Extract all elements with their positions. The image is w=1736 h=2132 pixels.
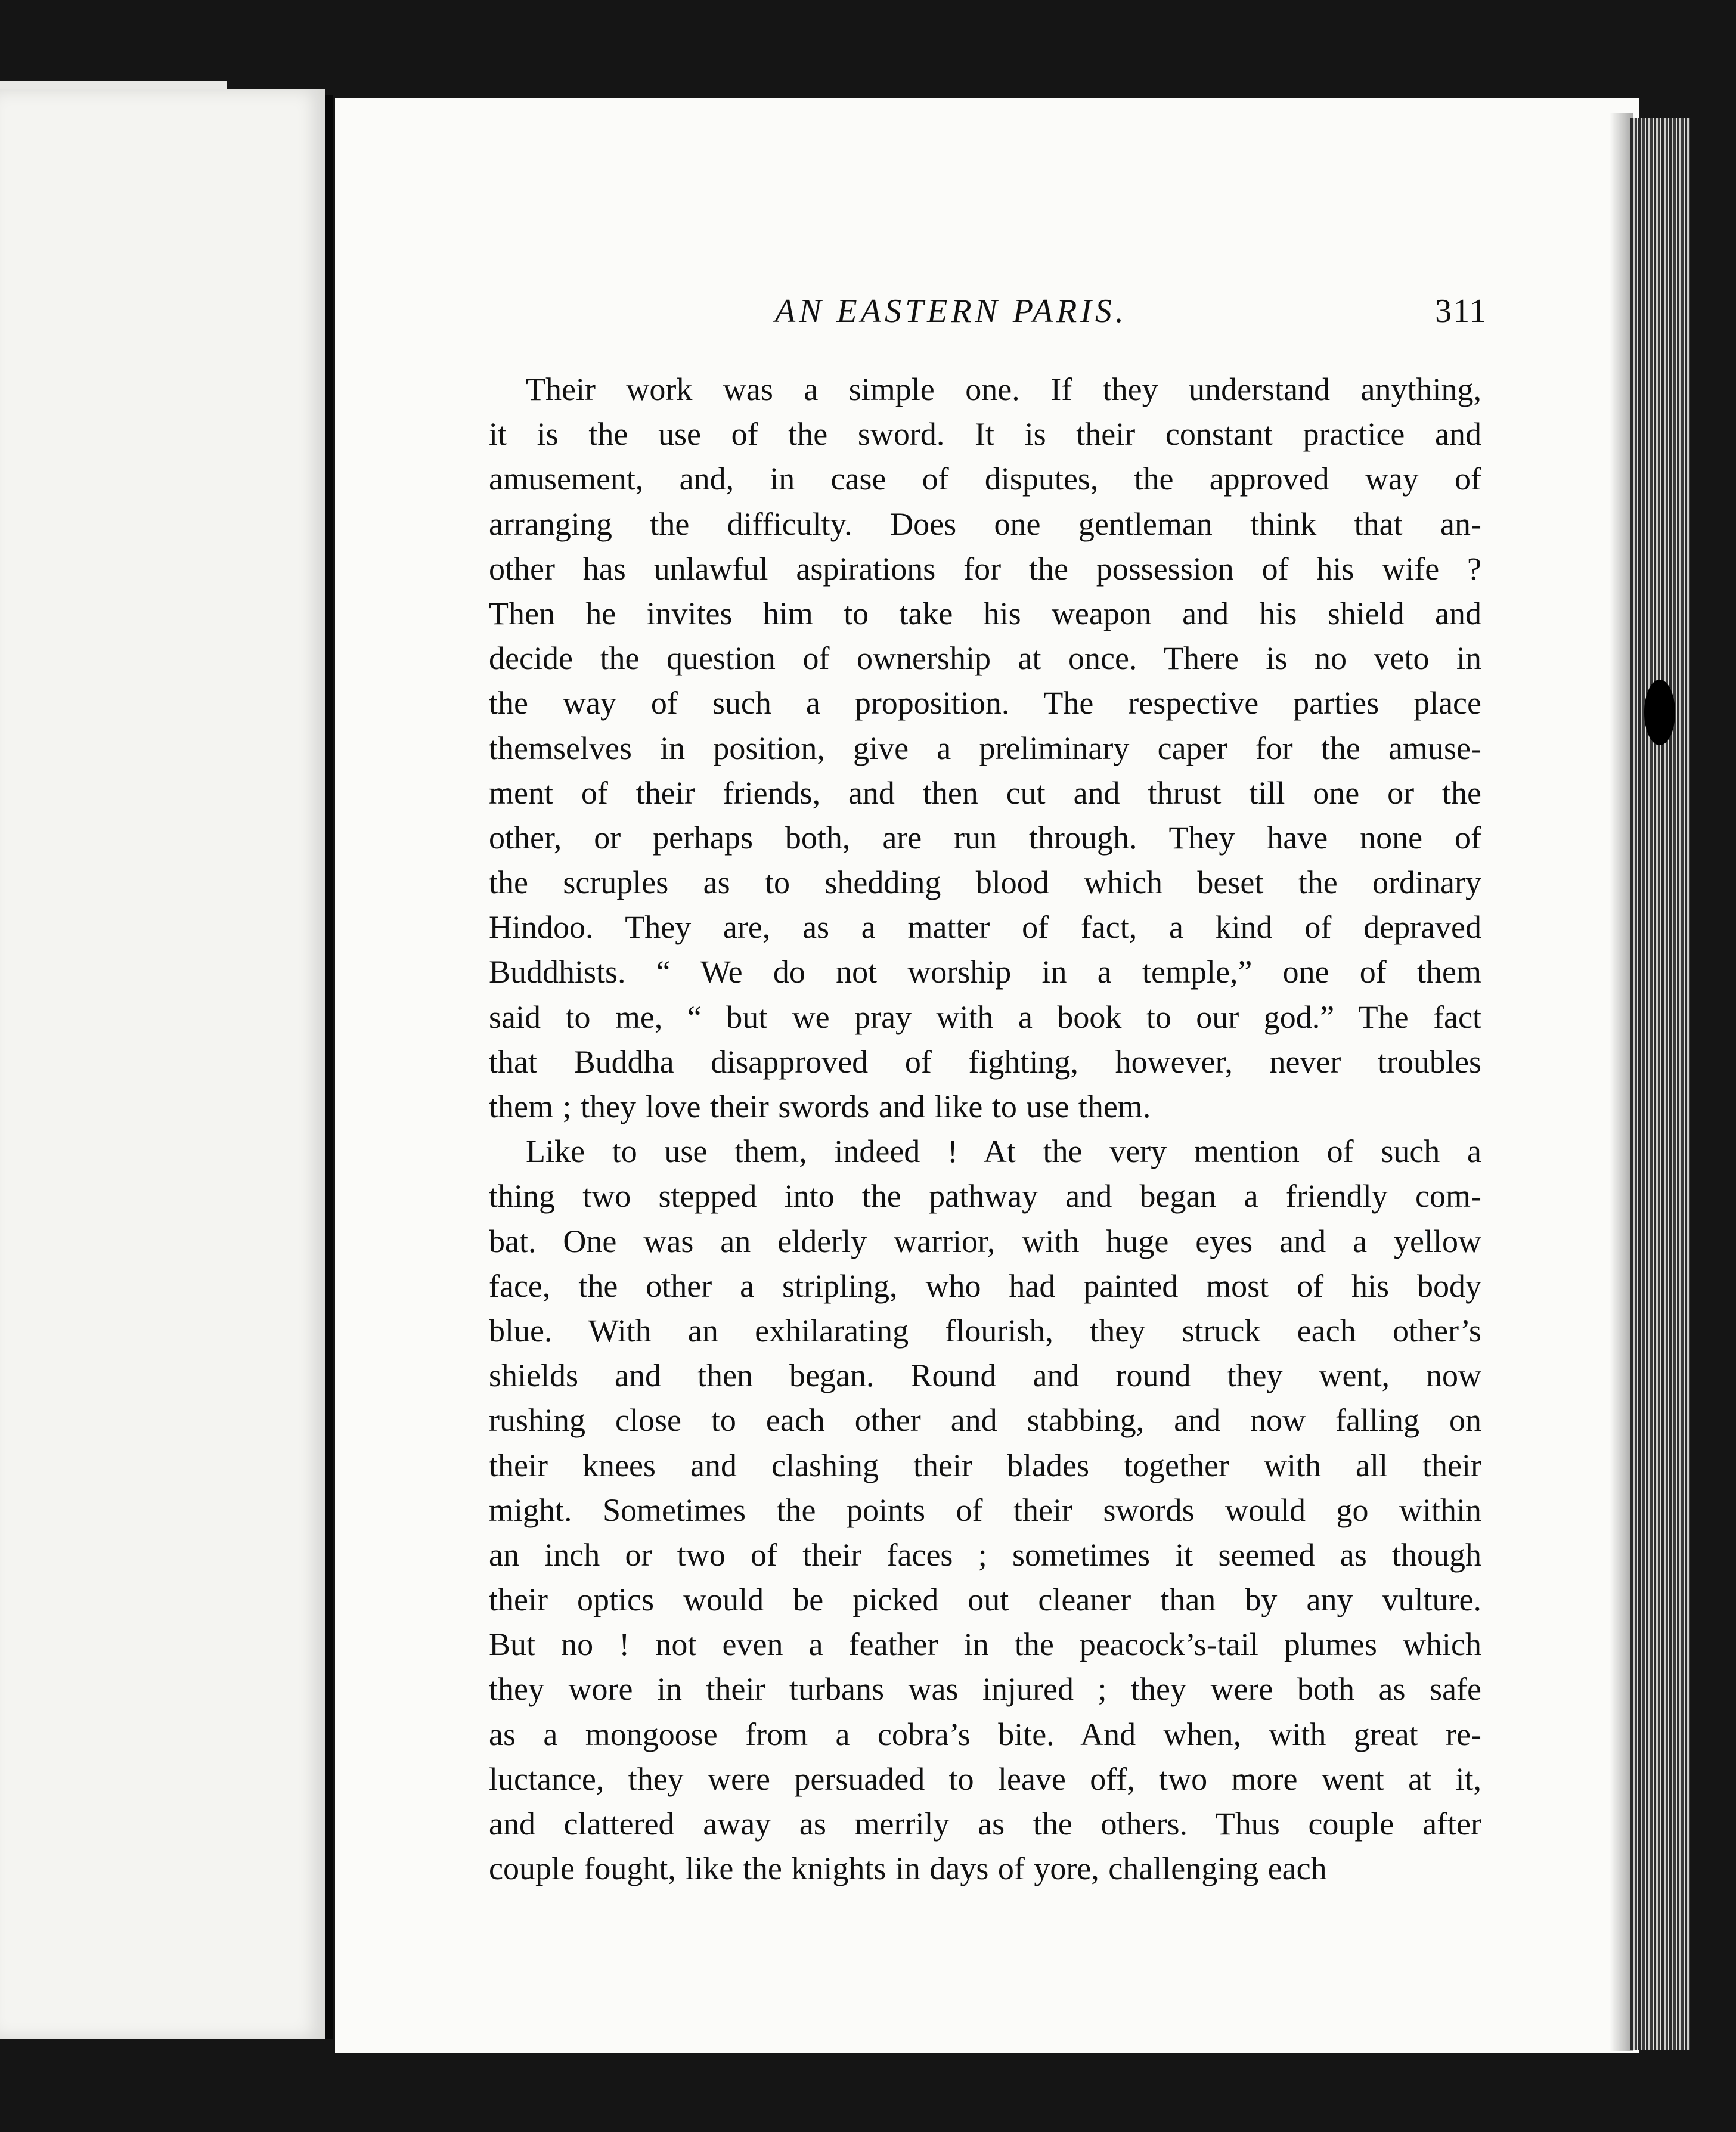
stacked-page-edges (1630, 118, 1690, 2050)
book-gutter (325, 95, 333, 2039)
body-line: blue. With an exhilarating flourish, they struck each other’s (489, 1312, 1481, 1349)
body-line: they wore in their turbans was injured ; they were both as safe (489, 1671, 1481, 1708)
page-edge-mark (1644, 680, 1675, 745)
running-head (775, 292, 1487, 340)
body-line: said to me, “ but we pray with a book to our god.” The fact (489, 999, 1481, 1035)
body-line: couple fought, like the knights in days of yore, challenging each (489, 1851, 1327, 1887)
body-line: as a mongoose from a cobra’s bite. And when, with great re- (489, 1716, 1481, 1752)
body-line: their optics would be picked out cleaner than by any vulture. (489, 1582, 1481, 1618)
body-line: luctance, they were persuaded to leave off, two more went at it, (489, 1761, 1481, 1797)
body-line: But no ! not even a feather in the peacock’s-tail plumes which (489, 1626, 1481, 1663)
body-line: an inch or two of their faces ; sometimes it seemed as though (489, 1536, 1481, 1573)
body-line: Then he invites him to take his weapon and his shield and (489, 595, 1481, 631)
body-line: shields and then began. Round and round they went, now (489, 1358, 1481, 1394)
left-facing-page (0, 89, 325, 2039)
running-title: AN EASTERN PARIS. (775, 293, 1127, 330)
body-text (489, 367, 1481, 1891)
body-line: the scruples as to shedding blood which beset the ordinary (489, 864, 1481, 901)
body-line: face, the other a stripling, who had painted most of his body (489, 1268, 1481, 1304)
body-line: Like to use them, indeed ! At the very mention of such a (526, 1133, 1481, 1170)
body-line: decide the question of ownership at once. There is no veto in (489, 640, 1481, 677)
body-line: Hindoo. They are, as a matter of fact, a kind of depraved (489, 909, 1481, 946)
body-line: other has unlawful aspirations for the possession of his wife ? (489, 550, 1481, 587)
body-line: the way of such a proposition. The respective parties place (489, 685, 1481, 721)
body-line: thing two stepped into the pathway and began a friendly com- (489, 1178, 1481, 1214)
body-line: that Buddha disapproved of fighting, however, never troubles (489, 1043, 1481, 1080)
page-number: 311 (1435, 293, 1487, 330)
page-edge-shadow (1610, 113, 1633, 2051)
body-line: ment of their friends, and then cut and thrust till one or the (489, 774, 1481, 811)
body-line: arranging the difficulty. Does one gentleman think that an- (489, 506, 1481, 542)
body-line: bat. One was an elderly warrior, with huge eyes and a yellow (489, 1223, 1481, 1259)
body-line: Their work was a simple one. If they understand anything, (526, 371, 1481, 407)
body-line: amusement, and, in case of disputes, the approved way of (489, 461, 1481, 497)
body-line: them ; they love their swords and like to use them. (489, 1089, 1151, 1124)
body-line: other, or perhaps both, are run through. They have none of (489, 819, 1481, 856)
body-line: themselves in position, give a preliminary caper for the amuse- (489, 730, 1481, 766)
body-line: it is the use of the sword. It is their constant practice and (489, 416, 1481, 453)
body-line: Buddhists. “ We do not worship in a temple,” one of them (489, 954, 1481, 990)
body-line: rushing close to each other and stabbing, and now falling on (489, 1402, 1481, 1439)
body-line: and clattered away as merrily as the others. Thus couple after (489, 1806, 1481, 1842)
body-line: might. Sometimes the points of their swords would go within (489, 1492, 1481, 1528)
body-line: their knees and clashing their blades together with all their (489, 1447, 1481, 1483)
